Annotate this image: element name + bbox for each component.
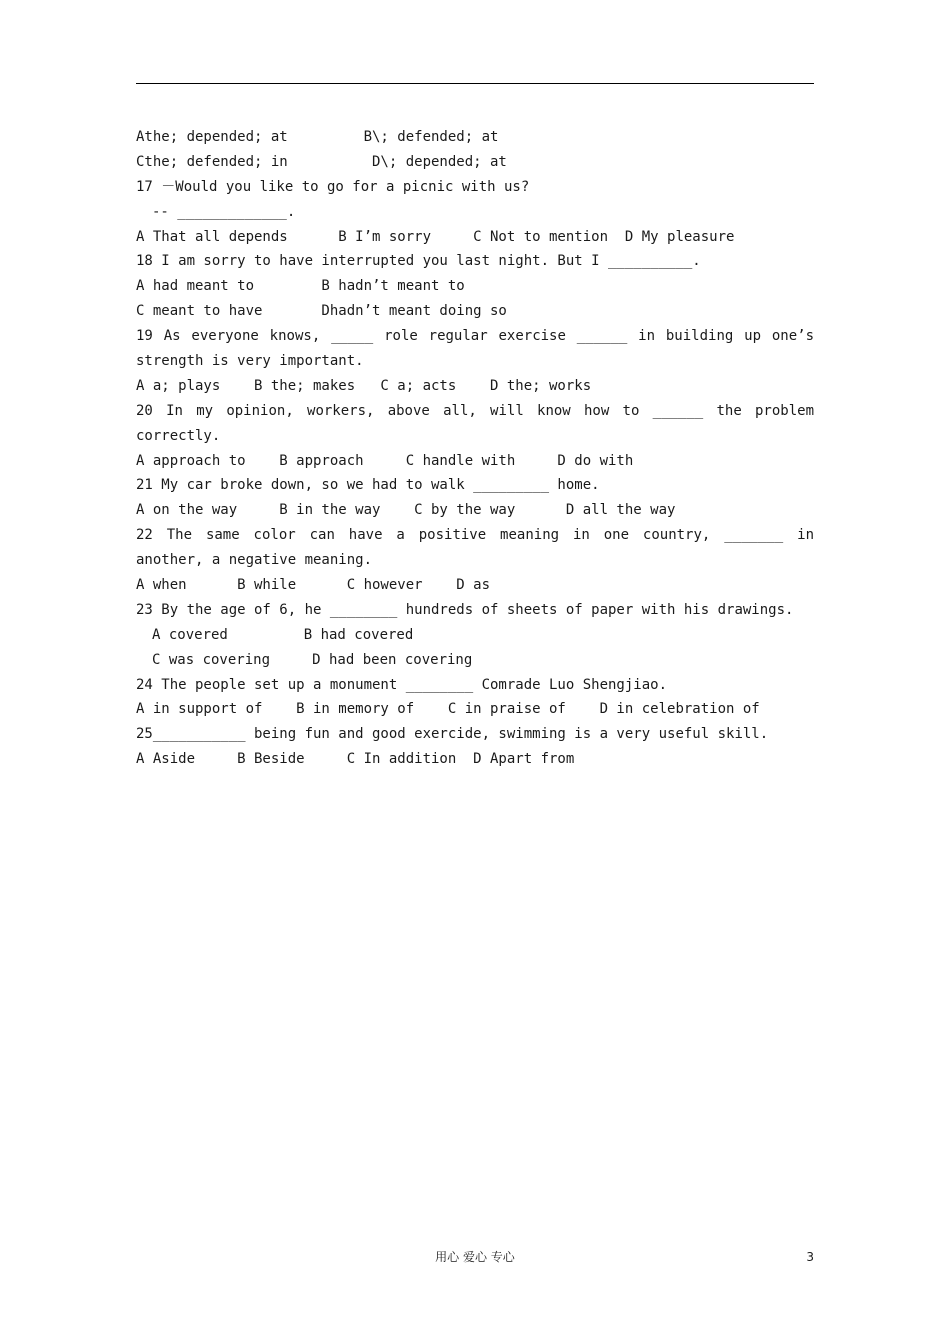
q18-options-ab: A had meant to B hadn’t meant to [136,278,465,295]
q23-options-cd: C was covering D had been covering [152,651,473,668]
q19-question-line1: 19 As everyone knows, _____ role regular exercise ______ in building up one’s [136,328,814,345]
q22-question-line1: 22 The same color can have a positive meaning in one country, _______ in [136,527,814,544]
q18-options-cd: C meant to have Dhadn’t meant doing so [136,303,507,320]
q23-options-ab: A covered B had covered [152,626,414,643]
q16-options-cd: Cthe; defended; in D\; depended; at [136,153,507,170]
q23-question: 23 By the age of 6, he ________ hundreds of sheets of paper with his drawings. [136,601,794,618]
document-body [136,125,814,772]
q20-options: A approach to B approach C handle with D do with [136,452,634,469]
q18-question: 18 I am sorry to have interrupted you last night. But I __________. [136,253,701,270]
q22-options: A when B while C however D as [136,577,491,594]
q19-question-line2: strength is very important. [136,353,364,370]
page-footer-text: 用心 爱心 专心 [435,1250,515,1264]
q22-question-line2: another, a negative meaning. [136,552,373,569]
q20-question-line1: 20 In my opinion, workers, above all, will know how to ______ the problem [136,402,814,419]
q21-question: 21 My car broke down, so we had to walk _________ home. [136,477,600,494]
q16-options-ab: Athe; depended; at B\; defended; at [136,129,499,145]
q24-options: A in support of B in memory of C in praise of D in celebration of [136,701,760,718]
q19-options: A a; plays B the; makes C a; acts D the; works [136,377,592,394]
q17-question: 17 －Would you like to go for a picnic with us? [136,178,530,195]
q17-answer-blank: -- _____________. [152,203,296,220]
page-number: 3 [806,1250,814,1264]
header-rule [136,83,814,84]
q24-question: 24 The people set up a monument ________ Comrade Luo Shengjiao. [136,676,668,693]
q25-question: 25___________ being fun and good exercide, swimming is a very useful skill. [136,726,769,743]
q21-options: A on the way B in the way C by the way D all the way [136,502,676,519]
q20-question-line2: correctly. [136,427,221,444]
q17-options: A That all depends B I’m sorry C Not to mention D My pleasure [136,228,735,245]
q25-options: A Aside B Beside C In addition D Apart from [136,751,575,768]
